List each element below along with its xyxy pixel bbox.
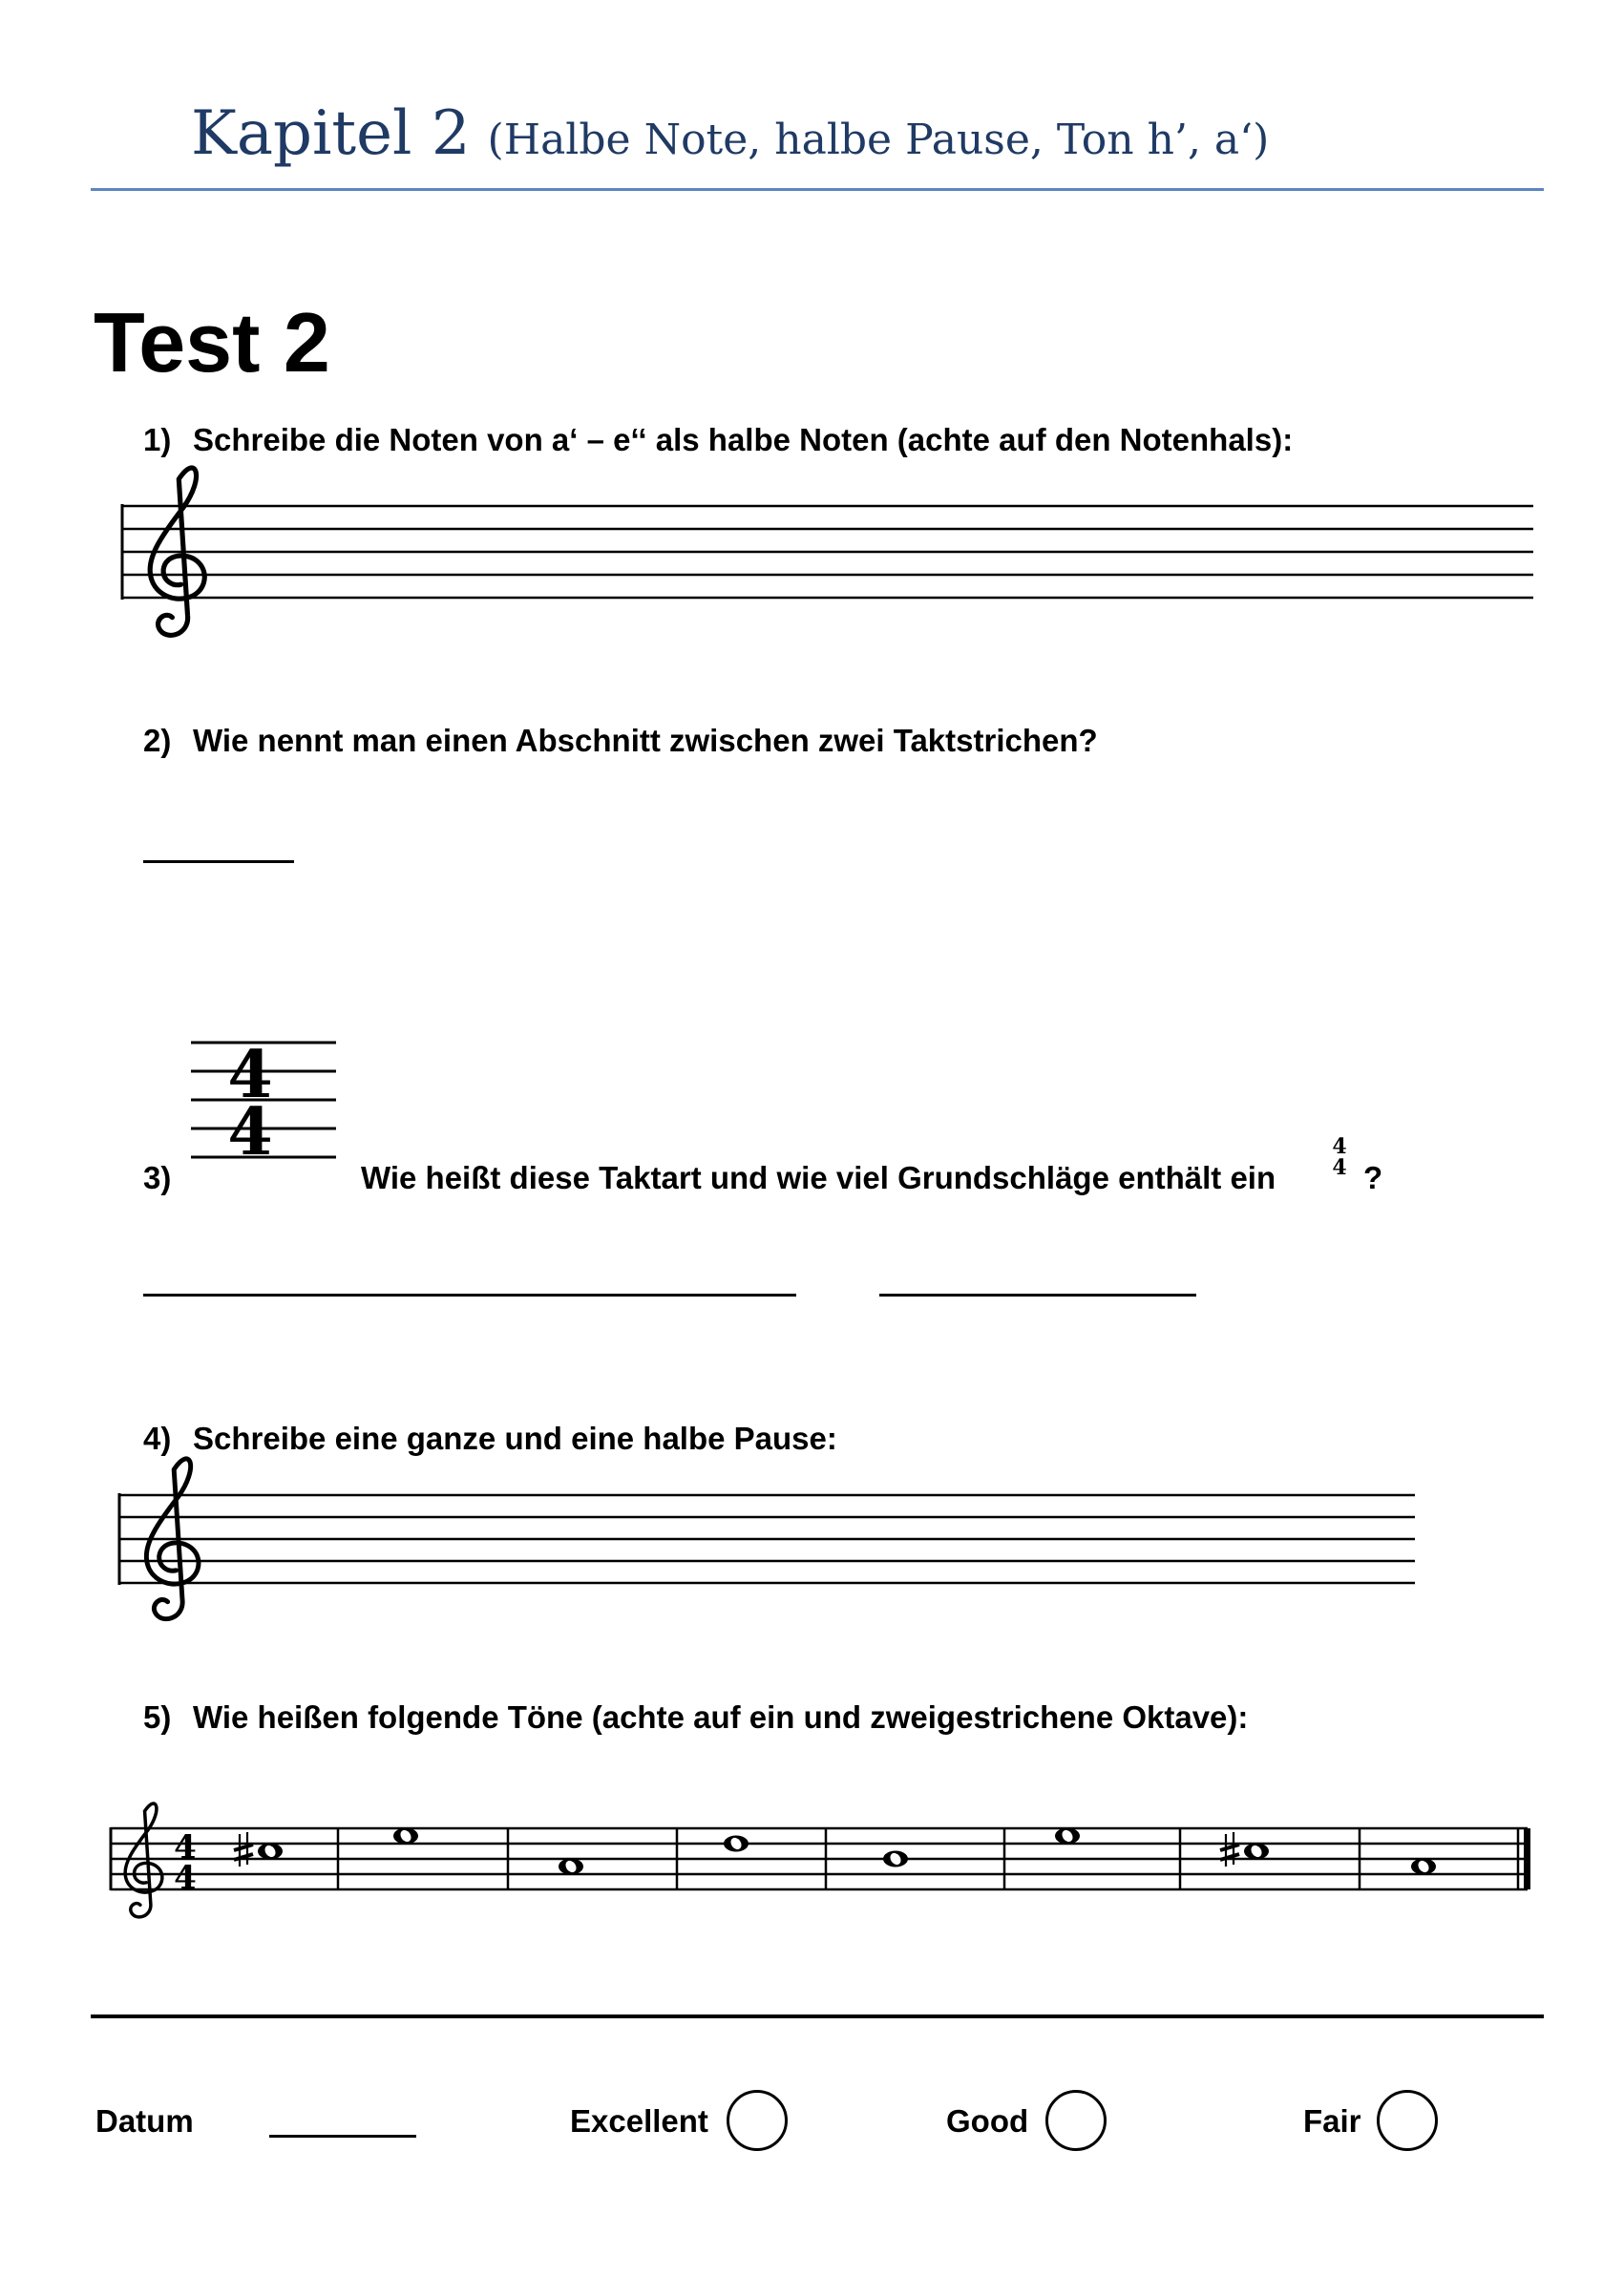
question-text: Schreibe eine ganze und eine halbe Pause: <box>193 1421 837 1456</box>
whole-note <box>559 1859 583 1875</box>
question-number: 5) <box>143 1699 172 1735</box>
final-barline-thick <box>1524 1828 1530 1889</box>
whole-note <box>1411 1859 1436 1875</box>
time-signature-bottom: 4 <box>227 1094 273 1171</box>
staff-q5 <box>111 1803 1530 1917</box>
chapter-title: Kapitel 2 <box>191 98 471 169</box>
treble-clef-icon <box>125 1803 162 1917</box>
question-number: 2) <box>143 723 172 758</box>
question-text: Wie nennt man einen Abschnitt zwischen zwei Taktstrichen? <box>193 723 1098 758</box>
footer-divider <box>91 2014 1544 2018</box>
whole-note <box>724 1836 749 1852</box>
q5-time-signature-bottom: 4 <box>174 1859 197 1897</box>
whole-note <box>1220 1832 1269 1867</box>
staff-q4[interactable] <box>119 1459 1415 1619</box>
time-signature-staff <box>191 1037 336 1171</box>
time-signature-top: 4 <box>227 1037 273 1113</box>
time-signature-bottom: 4 <box>1332 1155 1347 1180</box>
time-signature-top: 4 <box>1332 1134 1347 1159</box>
question-3-suffix: ? <box>1363 1160 1383 1195</box>
rating-fair-label: Fair <box>1303 2103 1361 2139</box>
question-text: Wie heißt diese Taktart und wie viel Grundschläge enthält ein <box>361 1160 1276 1195</box>
sharp-icon <box>234 1832 253 1867</box>
rating-excellent-label: Excellent <box>570 2103 708 2139</box>
question-text: Schreibe die Noten von a‘ – e‘‘ als halbe Noten (achte auf den Notenhals): <box>193 422 1294 457</box>
test-title: Test 2 <box>94 295 330 390</box>
question-number: 1) <box>143 422 172 457</box>
question-text: Wie heißen folgende Töne (achte auf ein und zweigestrichene Oktave): <box>193 1699 1249 1735</box>
whole-note <box>883 1851 908 1867</box>
whole-note <box>234 1832 283 1867</box>
rating-excellent-circle[interactable] <box>727 2090 788 2151</box>
date-label: Datum <box>95 2103 194 2139</box>
staff-q1[interactable] <box>122 468 1533 635</box>
sharp-icon <box>1220 1832 1239 1867</box>
question-number: 4) <box>143 1421 172 1456</box>
q5-notes <box>234 1828 1436 1875</box>
q5-time-signature-top: 4 <box>174 1828 197 1867</box>
chapter-subtitle: (Halbe Note, halbe Pause, Ton h’, a‘) <box>487 116 1270 164</box>
question-3-number: 3) <box>143 1160 172 1195</box>
rating-fair-circle[interactable] <box>1377 2090 1438 2151</box>
whole-note <box>1055 1828 1080 1845</box>
rating-good-circle[interactable] <box>1045 2090 1107 2151</box>
rating-good-label: Good <box>946 2103 1029 2139</box>
whole-note <box>393 1828 418 1845</box>
date-input-line[interactable] <box>269 2135 416 2138</box>
